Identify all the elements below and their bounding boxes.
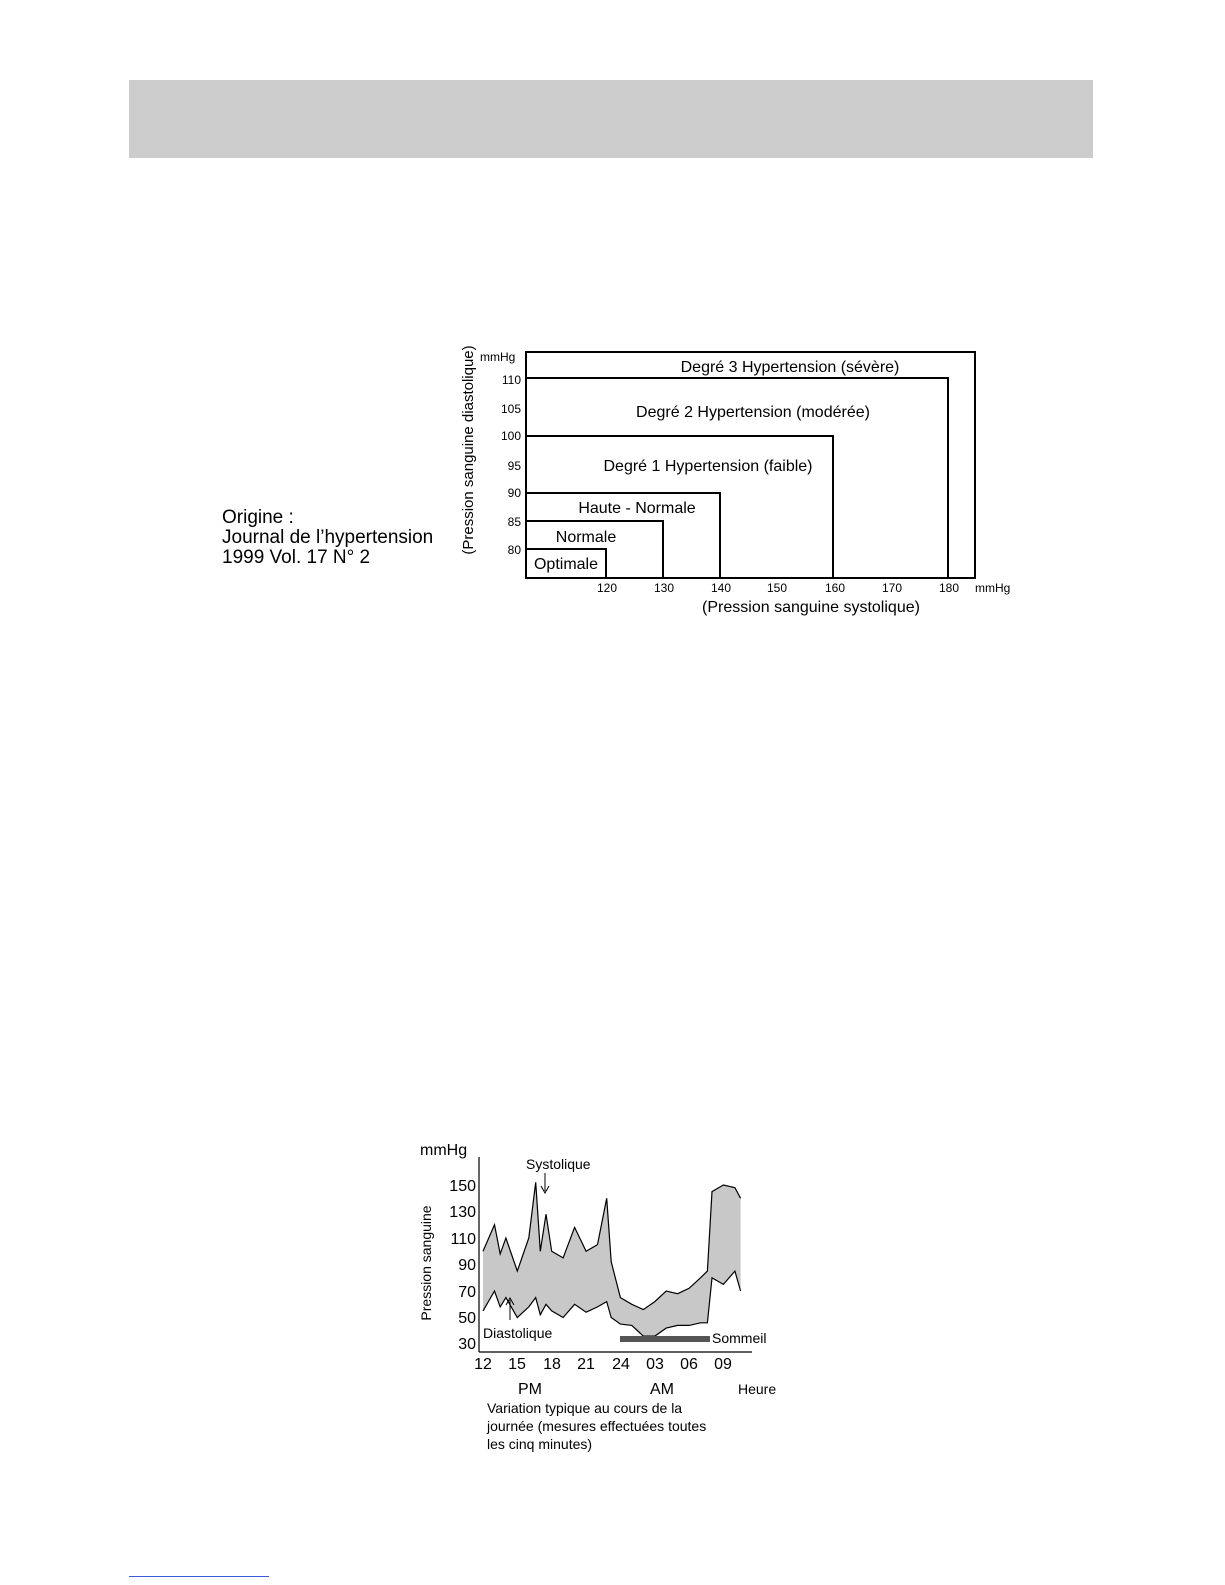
period-am: AM (650, 1381, 674, 1398)
daily-bp-chart (410, 1135, 810, 1465)
x-tick-130: 130 (653, 581, 675, 595)
x-tick-180: 180 (938, 581, 960, 595)
y-tick-95: 95 (507, 459, 521, 473)
x-tick-170: 170 (881, 581, 903, 595)
origin-line-1: Origine : (222, 507, 294, 528)
daily-y-tick-110: 110 (450, 1231, 476, 1248)
label-grade-2: Degré 2 Hypertension (modérée) (636, 404, 870, 421)
daily-x-tick-03: 03 (646, 1356, 664, 1373)
origin-line-3: 1999 Vol. 17 N° 2 (222, 547, 371, 568)
daily-x-tick-24: 24 (612, 1356, 630, 1373)
x-unit-heure: Heure (738, 1381, 777, 1397)
x-unit-label: mmHg (975, 581, 1011, 595)
daily-x-tick-18: 18 (543, 1356, 561, 1373)
x-axis-title: (Pression sanguine systolique) (702, 599, 920, 616)
daily-x-tick-06: 06 (680, 1356, 698, 1373)
bp-classification-chart (455, 325, 1035, 625)
daily-caption (486, 1400, 706, 1452)
x-tick-140: 140 (710, 581, 732, 595)
y-tick-110: 110 (501, 373, 521, 387)
daily-y-axis-title: Pression sanguine (418, 1205, 434, 1321)
daily-y-unit: mmHg (420, 1142, 468, 1159)
daily-y-tick-70: 70 (458, 1284, 476, 1301)
sleep-label: Sommeil (712, 1330, 767, 1346)
y-unit-label: mmHg (480, 350, 516, 364)
y-tick-labels (501, 373, 521, 557)
daily-x-tick-12: 12 (474, 1356, 492, 1373)
y-tick-105: 105 (500, 402, 521, 416)
y-tick-90: 90 (507, 486, 521, 500)
footnote-separator (129, 1576, 269, 1577)
daily-y-tick-130: 130 (449, 1204, 476, 1221)
daily-y-tick-50: 50 (458, 1310, 476, 1327)
y-tick-85: 85 (507, 515, 521, 529)
daily-x-tick-15: 15 (508, 1356, 526, 1373)
label-grade-1: Degré 1 Hypertension (faible) (603, 458, 813, 475)
caption-line-2: journée (mesures effectuées toutes (487, 1418, 707, 1434)
period-pm: PM (518, 1381, 542, 1398)
y-axis-title: (Pression sanguine diastolique) (460, 345, 477, 555)
caption-line-1: Variation typique au cours de la (487, 1400, 683, 1416)
label-optimal: Optimale (533, 556, 599, 573)
label-grade-3: Degré 3 Hypertension (sévère) (680, 359, 900, 376)
origin-line-2: Journal de l’hypertension (222, 527, 434, 548)
origin-citation (222, 508, 433, 568)
x-tick-120: 120 (596, 581, 618, 595)
x-tick-150: 150 (766, 581, 788, 595)
y-tick-100: 100 (500, 429, 521, 443)
label-high-normal: Haute - Normale (578, 500, 696, 517)
daily-x-tick-labels (474, 1356, 732, 1373)
sleep-bar (620, 1336, 710, 1342)
systolic-annotation: Systolique (526, 1156, 591, 1172)
daily-y-tick-labels (449, 1178, 476, 1353)
x-tick-160: 160 (824, 581, 846, 595)
daily-y-tick-150: 150 (449, 1178, 476, 1195)
x-tick-labels (597, 581, 959, 595)
daily-x-tick-09: 09 (714, 1356, 732, 1373)
caption-line-3: les cinq minutes) (487, 1436, 593, 1452)
y-tick-80: 80 (507, 543, 521, 557)
diastolic-annotation: Diastolique (483, 1325, 553, 1341)
daily-x-tick-21: 21 (577, 1356, 595, 1373)
header-bar (129, 80, 1093, 158)
daily-y-tick-30: 30 (458, 1336, 476, 1353)
label-normal: Normale (555, 529, 617, 546)
daily-y-tick-90: 90 (458, 1257, 476, 1274)
